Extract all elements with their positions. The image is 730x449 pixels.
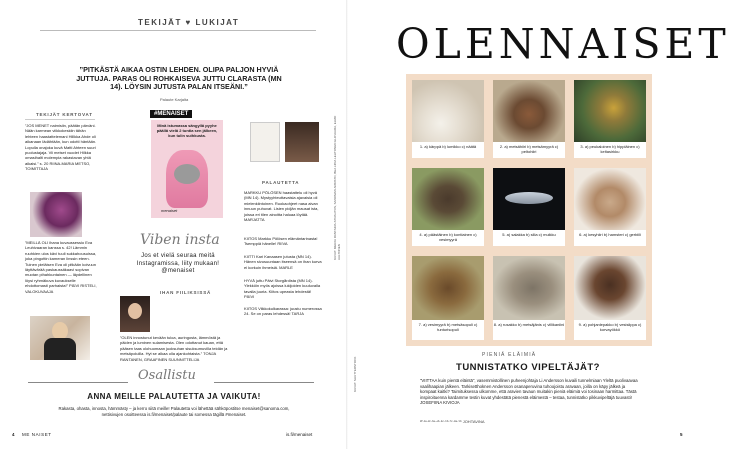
- ihan-text: ”OLEN innostunut kevään tuloa, auringosta, lämmöstä ja päiden ja luminen sulamisesta. Olen odottanut kauan, että pääsen taas olohuomaan juoksuhan sisuksumuvilla teidän ja metsäpoluilla. Hyt se alkaa olla ajankohtaista.” TONJA RANTANEN, GRAAFINEN SUUNNITTELIJA: [120, 335, 228, 362]
- quiz-text: ”VIITTAA kuin pientä eläintä”, vasemmistollinen puheenjohtaja Li Andersson kuvaili tunnelmiaan Yleltä puolivaavaa vaalihaapian jälkeen. Tarkisetthoknen Andersson osanaperuvina tuhoojoistu aravaan, joilla on käpy jälkeä ja kompaat kaitki? Taimituksessa ulkomme, että aravien tavaun muitakin pieniä eläimiä voi tosinaan harmittaa. Tästä inspiroituenna kardamme testin kuvat yhdestätä pienestä eläimestä – testaa, tunnistatko pikkuvipeltäjä tuuvasti! JOSEFIINA KIVIOJA: [420, 378, 638, 406]
- makers-text-2: ”MEILLÄ OLI ihana kuvaussessio Eva Leuhivaaran kanssa s. 42! Lämmin ruuhkien ulos kävi tuuli sukkahousuissa, joka pingottin kameran linssin eteen. Tuinen pieläisen Eva oli pitkään koivuun läyttävärää paskaussäkaavi sopivan muotan pihahkuntainen — läydellinen löysi ryhmäkuva kuvaukselle ehdottomasti parhaista!” PÄIVI RISTELI, VALOKUVAAJA: [25, 240, 97, 294]
- makers-title: TEKIJÄT KERTOVAT: [36, 112, 93, 117]
- quote-author: Palaute Karjalta: [160, 97, 189, 102]
- palaute-title: PALAUTETTA: [262, 180, 300, 185]
- makers-text-1: ”JOS MENET naimisiin, päätän pärväni. Nään karmean viikkokeskiin tähän lehteen haastattelemani Hillkka Ahde oli aikanaan lädähtään, kun odotti häntään. Lopulla onajoka kuvä Matti Ahteen suuri puolustajaja. Vii meiset vuodet Hilkka omasihalti molempia rakastavan yhtä aikaisi.” s. 20 RIINA-MARIA METSO, TOIMITTAJA: [25, 123, 97, 172]
- right-page: [348, 0, 730, 449]
- quiz-card-6: 6. a) kesyhiiri b) hamsteri c) gerbiili: [574, 168, 646, 246]
- quiz-card-5: 5. a) salakka b) silia c) muikku: [493, 168, 565, 246]
- book-photo: [250, 122, 280, 162]
- photo-credit-right: KUVAT: SHUTTERSTOCK: [353, 356, 357, 392]
- photo-photographer: [30, 316, 90, 360]
- ihan-title: IHAN FIILIKSISSÄ: [160, 290, 212, 295]
- mouse-photo: [493, 80, 565, 142]
- osallistu-script: Osallistu: [138, 368, 196, 383]
- feedback-title: ANNA MEILLE PALAUTETTA JA VAIKUTA!: [87, 392, 261, 401]
- quiz-card-3: 3. a) peukaloinen b) hippiäinen c) keltasirkku: [574, 80, 646, 158]
- gerbil-photo: [574, 168, 646, 230]
- fish-photo: [493, 168, 565, 230]
- section-label: PIENIÄ ELÄIMIÄ: [482, 352, 537, 358]
- feedback-text: Rakasta, ohasta, innosta, hämmästy – ja kerro siitä meille! Palautetta voi lähettää sähköpostitse menaiset@sanoma.com, nettisivujen osoitteessa is.fi/menaiset/palaute tai somessa tägillä #menaiset.: [58, 406, 290, 417]
- vibe-script: Viben insta: [140, 232, 220, 248]
- palaute-3: KIITTI Kari Kanaasen jutusta (MN 14). Hänen sivusuuntaan itseensä on ihan kurva ei korkuin ihmeisiä. MARLE: [244, 254, 322, 270]
- page-number-right: 5: [680, 432, 683, 437]
- palaute-5: KIITOS Viikkokulkarassa: juustu numerossa 24. Se on paras lehdessä! TARJA: [244, 306, 322, 317]
- bird-photo: [574, 80, 646, 142]
- bat-photo: [574, 256, 646, 320]
- section-header: TEKIJÄT ♥ LUKIJAT: [138, 18, 240, 27]
- photo-designer: [120, 296, 150, 332]
- lemming-photo: [412, 256, 484, 320]
- reader-quote: ”PITKÄSTÄ AIKAA OSTIN LEHDEN. OLIPA PALJON HYVIÄ JUTTUJA. PARAS OLI ROHKAISEVA JUTTU CLARASTA (MN 14). LÖYSIN JUTUSTA PALAN ITSEÄNI.”: [76, 65, 282, 92]
- quiz-card-1: 1. a) kärppä b) lumikko c) näätä: [412, 80, 484, 158]
- phone-photo: [285, 122, 319, 162]
- quiz-card-8: 8. a) rusakko b) metsäjänis c) villikaniini: [493, 256, 565, 340]
- divider: [25, 119, 95, 120]
- page-title: OLENNAISET: [396, 20, 730, 68]
- quiz-answers: ᵂ·¹ᵃ·²ᶜ·³ᵃ·⁴ᵇ·⁵ᶜ·⁶ᵇ·⁷ᶜ·⁸ᵃ·⁹ᵇ JOHTAVINA: [420, 419, 485, 424]
- quiz-card-7: 7. a) vesimyyrä b) metsäsopuli c) tunturisopuli: [412, 256, 484, 340]
- quiz-card-9: 9. a) pohjanlepakko b) vesisiippa c) korvayökkö: [574, 256, 646, 340]
- footer-url: is.fi/menaiset: [286, 432, 313, 437]
- quiz-card-4: 4. a) päästäinen b) kontiainen c) vesimyyrä: [412, 168, 484, 246]
- footer-left: ME NAISET: [22, 432, 52, 437]
- photo-editor-1: [30, 192, 82, 237]
- shrew-photo: [412, 168, 484, 230]
- instagram-post: Minä istumassa sängyllä pyyhe päällä vielä 2 tuntia sen jälkeen, kun tulin suihkusta. menaiset: [151, 120, 223, 218]
- divider: [214, 382, 314, 383]
- page-number-left: 4: [12, 432, 15, 437]
- divider: [28, 382, 128, 383]
- quiz-card-2: 2. a) metsähiiri b) metsämyyrä c) peltohiiri: [493, 80, 565, 158]
- left-page: [0, 0, 348, 449]
- hare-photo: [493, 256, 565, 320]
- quiz-title: TUNNISTATKO VIPELTÄJÄT?: [456, 362, 600, 373]
- quiz-grid-panel: [406, 74, 652, 346]
- palaute-1: MARKKU PÖLÖSEN haastattelu oli hyvä (MN 14). Mystyyhteuttavaisia ajavaisia oli mielenkiintoinen. Ruokaohjeet nasa aivan innuun puhuvat. Lisien pidjän mausat ista, joissa eri tilen ainoitta haluaa löytää. MARJATTA: [244, 190, 319, 223]
- photo-credit: KUVAT: MERJA RANTAIRA-STRAUTOS, SANOMAN ARKISTO, BEA LIINA LEHTONEN ELOVAARA, ELMO AALTONEN: [333, 115, 341, 260]
- vibe-text: Jos et vielä seuraa meitä Instagramissa, liity mukaan! @menaiset: [136, 253, 220, 274]
- divider: [40, 30, 316, 31]
- insta-tag: #MENAISET: [150, 110, 192, 118]
- stoat-photo: [412, 80, 484, 142]
- palaute-4: HYVÄ juttu Päivi Storgårdista (MN 14). Ylekköin myös ajoissa lukijoiden kuuluvalla tavalla juuria. Kiitos upeasta lehdestä! PÄIVI: [244, 278, 321, 300]
- palaute-2: KIITOS Markku Pölösen elämäntarinasta! Tsemppiä hänelle! RIIVA: [244, 236, 318, 247]
